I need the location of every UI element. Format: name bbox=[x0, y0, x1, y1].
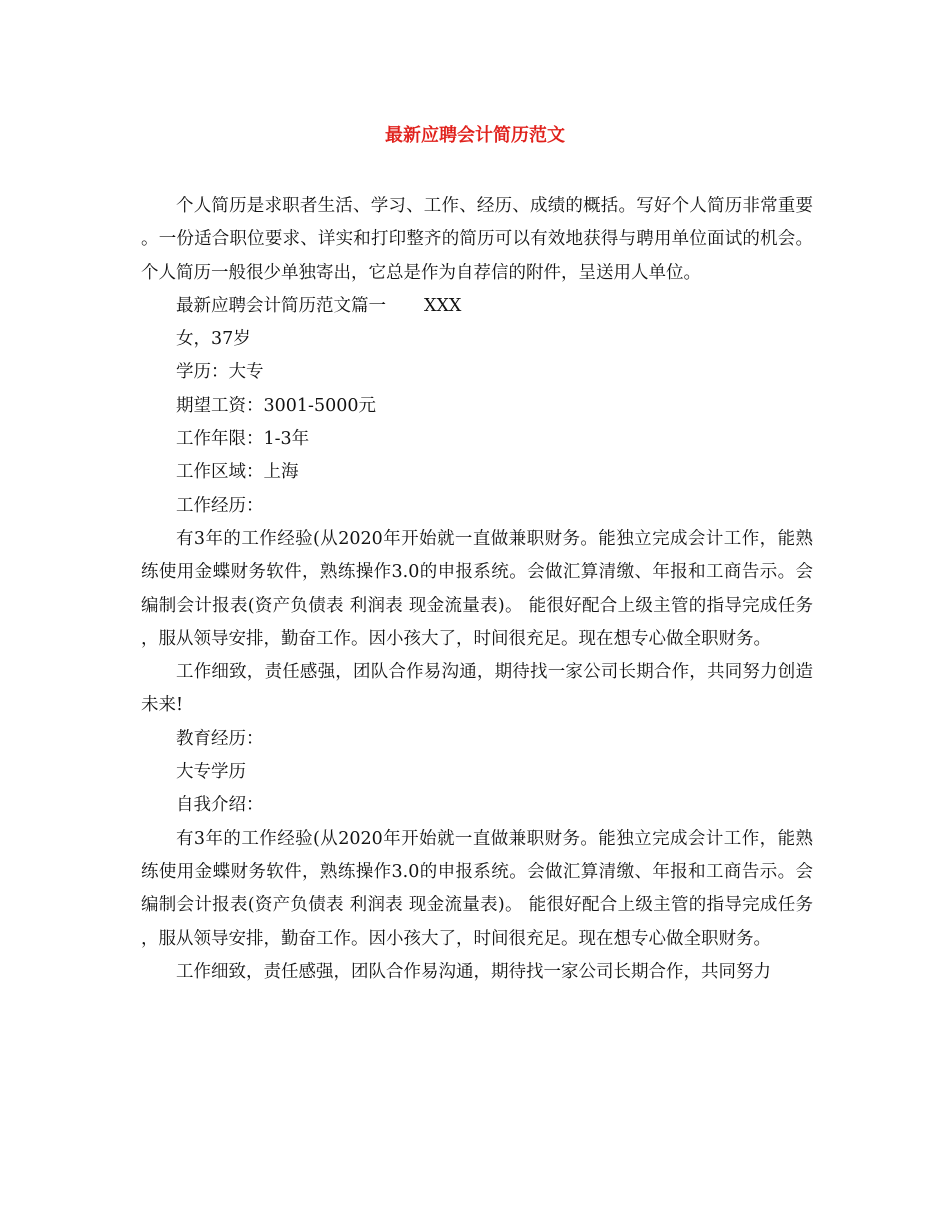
expected-salary: 期望工资：3001-5000元 bbox=[176, 395, 376, 416]
work-experience-label: 工作经历： bbox=[176, 495, 264, 516]
document-body bbox=[141, 190, 813, 989]
gender-age: 女，37岁 bbox=[176, 329, 251, 350]
experience-paragraph-2: 有3年的工作经验(从2020年开始就一直做兼职财务。能独立完成会计工作，能熟练使用金蝶财务软件，熟练操作3.0的申报系统。会做汇算清缴、年报和工商告示。会编制会计报表(资产负债表 利润表 现金流量表)。 能很好配合上级主管的指导完成任务，服从领导安排，勤奋工作。因小孩大了，时间很充足。现在想专心做全职财务。 bbox=[141, 828, 813, 949]
work-area: 工作区域：上海 bbox=[176, 462, 299, 483]
attitude-paragraph-2: 工作细致，责任感强，团队合作易沟通，期待找一家公司长期合作，共同努力 bbox=[176, 961, 771, 982]
education-level: 学历：大专 bbox=[176, 362, 264, 383]
education-value: 大专学历 bbox=[176, 762, 246, 783]
sample-heading: 最新应聘会计简历范文篇一 bbox=[176, 295, 386, 316]
sample-name: XXX bbox=[424, 295, 462, 316]
intro-paragraph: 个人简历是求职者生活、学习、工作、经历、成绩的概括。写好个人简历非常重要。一份适合职位要求、详实和打印整齐的简历可以有效地获得与聘用单位面试的机会。个人简历一般很少单独寄出，它总是作为自荐信的附件，呈送用人单位。 bbox=[141, 196, 813, 283]
attitude-paragraph-1: 工作细致，责任感强，团队合作易沟通，期待找一家公司长期合作，共同努力创造未来! bbox=[141, 662, 813, 716]
document-title: 最新应聘会计简历范文 bbox=[385, 125, 565, 146]
experience-paragraph-1: 有3年的工作经验(从2020年开始就一直做兼职财务。能独立完成会计工作，能熟练使用金蝶财务软件，熟练操作3.0的申报系统。会做汇算清缴、年报和工商告示。会编制会计报表(资产负债表 利润表 现金流量表)。 能很好配合上级主管的指导完成任务，服从领导安排，勤奋工作。因小孩大了，时间很充足。现在想专心做全职财务。 bbox=[141, 528, 813, 649]
education-label: 教育经历： bbox=[176, 728, 264, 749]
sample-heading-line bbox=[141, 290, 813, 323]
work-years: 工作年限：1-3年 bbox=[176, 429, 310, 450]
self-intro-label: 自我介绍： bbox=[176, 795, 264, 816]
